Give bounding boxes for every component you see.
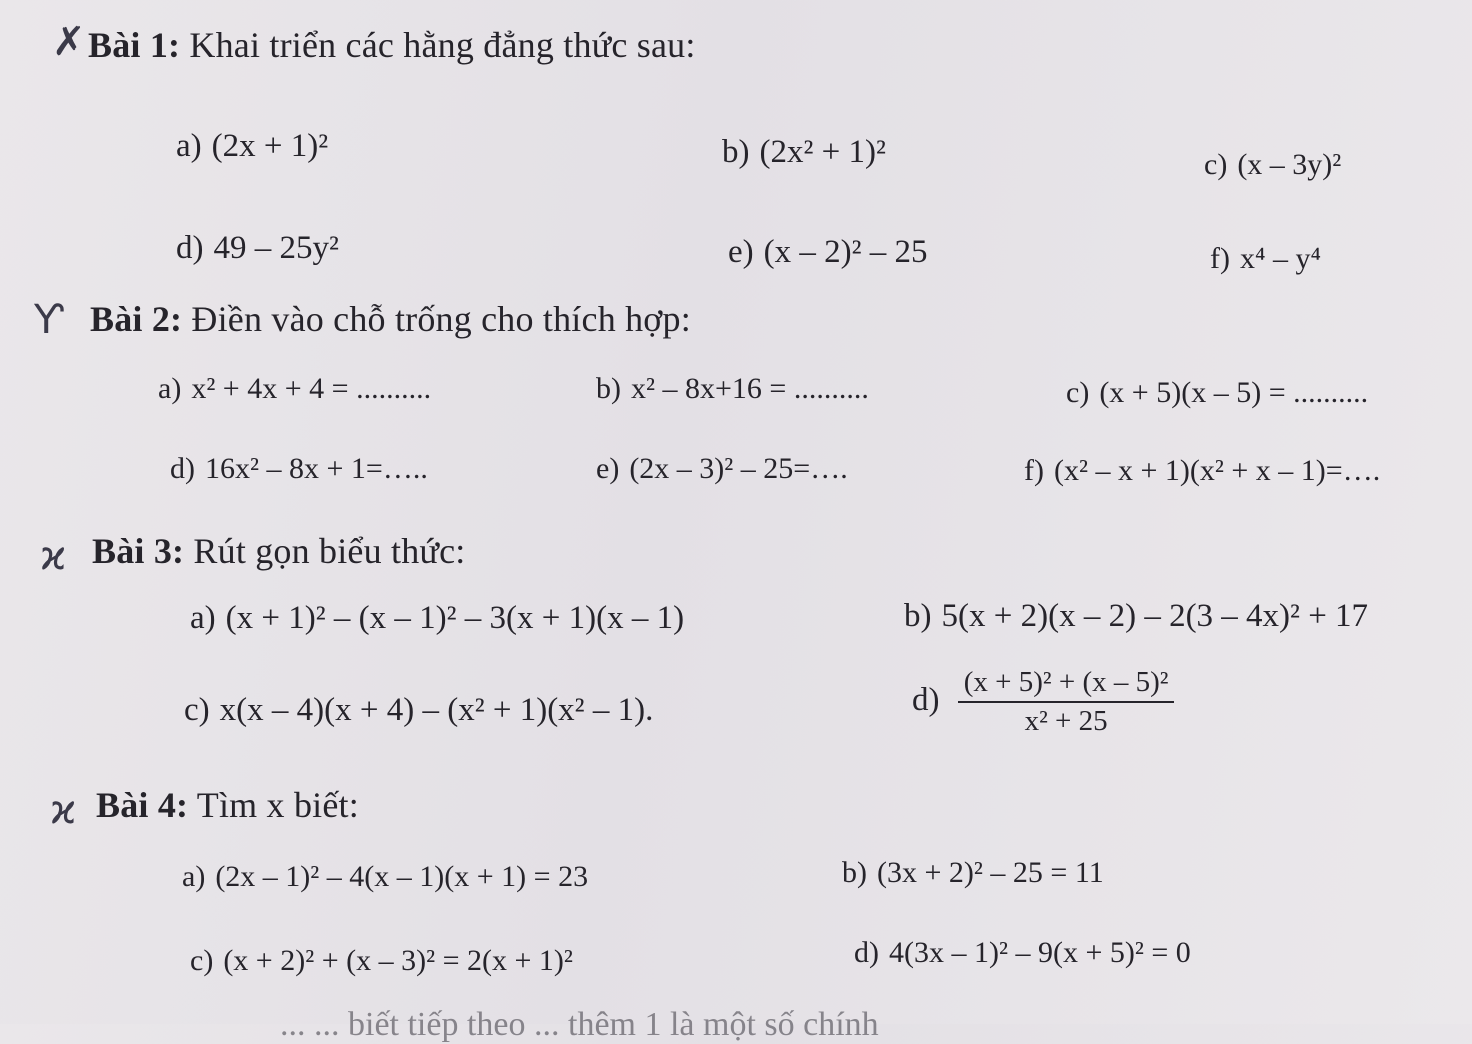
exercise-4-item-c: c) (x + 2)² + (x – 3)² = 2(x + 1)² xyxy=(190,944,573,977)
pen-mark-tick-icon: ϰ xyxy=(40,533,67,579)
fraction xyxy=(958,668,1175,736)
exercise-4-item-b: b) (3x + 2)² – 25 = 11 xyxy=(842,856,1104,889)
fraction-denominator: x² + 25 xyxy=(1024,705,1108,737)
exercise-2-item-e: e) (2x – 3)² – 25=…. xyxy=(596,452,848,485)
exercise-3-item-c: c) x(x – 4)(x + 4) – (x² + 1)(x² – 1). xyxy=(184,692,654,728)
exercise-3-heading xyxy=(92,530,466,572)
exercise-4-heading xyxy=(96,784,359,826)
exercise-3-item-d: d) $\frac{\text{(x + 5)² + (x – 5)²}}{\text{x² + 25}}$ xyxy=(912,668,1174,736)
exercise-4-item-a: a) (2x – 1)² – 4(x – 1)(x + 1) = 23 xyxy=(182,860,589,893)
pen-mark-check-icon: Ƴ xyxy=(34,297,64,343)
exercise-1-item-c: c) (x – 3y)² xyxy=(1204,148,1342,181)
exercise-3-title: Rút gọn biểu thức: xyxy=(184,531,466,571)
exercise-3-item-a: a) (x + 1)² – (x – 1)² – 3(x + 1)(x – 1) xyxy=(190,600,685,636)
exercise-1-item-f: f) x⁴ – y⁴ xyxy=(1210,242,1321,275)
fraction-numerator: (x + 5)² + (x – 5)² xyxy=(958,668,1175,703)
cut-off-next-line: ... ... biết tiếp theo ... thêm 1 là một số chính xyxy=(280,1006,879,1043)
exercise-3-number: Bài 3: xyxy=(92,531,185,571)
exercise-4-title: Tìm x biết: xyxy=(188,785,359,825)
pen-mark-tick-icon: ϰ xyxy=(50,787,77,833)
exercise-1-item-a: a) (2x + 1)² xyxy=(176,128,329,164)
exercise-2-heading xyxy=(90,298,691,340)
exercise-2-item-c: c) (x + 5)(x – 5) = .......... xyxy=(1066,376,1369,409)
exercise-2-item-f: f) (x² – x + 1)(x² + x – 1)=…. xyxy=(1024,454,1381,487)
exercise-4-item-d: d) 4(3x – 1)² – 9(x + 5)² = 0 xyxy=(854,936,1191,969)
exercise-2-item-a: a) x² + 4x + 4 = .......... xyxy=(158,372,432,405)
exercise-2-title: Điền vào chỗ trống cho thích hợp: xyxy=(182,299,691,339)
exercise-1-title: Khai triển các hằng đẳng thức sau: xyxy=(180,25,696,65)
exercise-1-item-b: b) (2x² + 1)² xyxy=(722,134,886,170)
exercise-2-item-b: b) x² – 8x+16 = .......... xyxy=(596,372,869,405)
exercise-4-number: Bài 4: xyxy=(96,785,189,825)
exercise-1-number: Bài 1: xyxy=(88,25,181,65)
exercise-3-item-b: b) 5(x + 2)(x – 2) – 2(3 – 4x)² + 17 xyxy=(904,598,1369,634)
exercise-1-item-d: d) 49 – 25y² xyxy=(176,230,339,266)
exercise-1-item-e: e) (x – 2)² – 25 xyxy=(728,234,928,270)
pen-mark-cross-icon: ✗ xyxy=(52,19,86,65)
exercise-1-heading xyxy=(88,24,696,66)
exercise-2-item-d: d) 16x² – 8x + 1=….. xyxy=(170,452,428,485)
exercise-2-number: Bài 2: xyxy=(90,299,183,339)
